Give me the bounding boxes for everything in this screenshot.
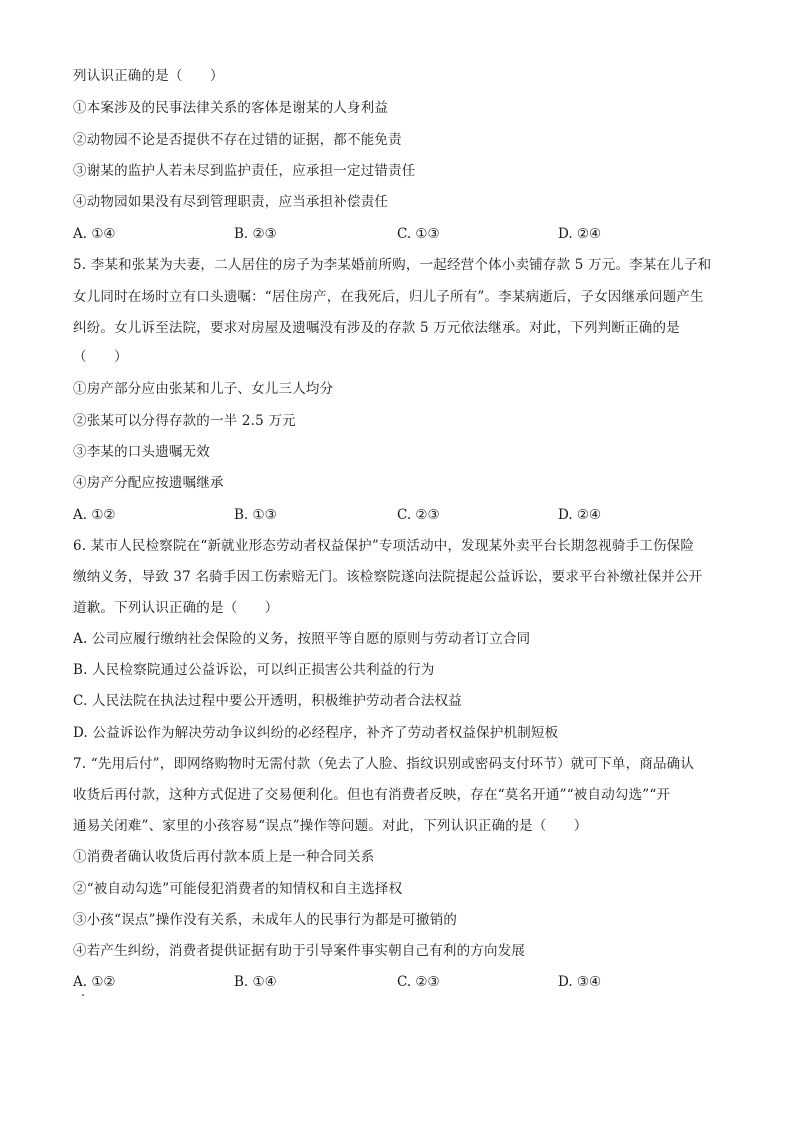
q7-statement-2: ②“被自动勾选”可能侵犯消费者的知情权和自主选择权: [73, 881, 403, 897]
q5-statement-2: ②张某可以分得存款的一半 2.5 万元: [73, 413, 296, 429]
q6-stem-line-1: 6. 某市人民检察院在“新就业形态劳动者权益保护”专项活动中，发现某外卖平台长期忽视骑手工伤保险: [73, 538, 695, 554]
q5-stem-line-1: 5. 李某和张某为夫妻，二人居住的房子为李某婚前所购，一起经营个体小卖铺存款 5 万元。李某在儿子和: [73, 257, 712, 273]
q7-option-d: D. ③④: [558, 974, 602, 990]
q5-option-a: A. ①②: [73, 507, 116, 523]
q6-stem-line-2: 缴纳义务，导致 37 名骑手因工伤索赔无门。该检察院遂向法院提起公益诉讼，要求平台补缴社保并公开: [73, 569, 703, 585]
q4-statement-2: ②动物园不论是否提供不存在过错的证据，都不能免责: [73, 132, 402, 148]
q5-statement-1: ①房产部分应由张某和儿子、女儿三人均分: [73, 381, 334, 397]
q7-stem-line-2: 收货后再付款，这种方式促进了交易便利化。但也有消费者反映，存在“莫名开通”“被自动勾选”“开: [73, 787, 671, 803]
q4-option-d: D. ②④: [558, 226, 602, 242]
q4-option-c: C. ①③: [397, 226, 440, 242]
q7-options: [73, 973, 733, 991]
q5-option-b: B. ①③: [234, 507, 277, 523]
q5-stem-line-3: 纠纷。女儿诉至法院，要求对房屋及遗嘱没有涉及的存款 5 万元依法继承。对此，下列判断正确的是: [73, 320, 680, 336]
q7-option-b: B. ①④: [234, 974, 277, 990]
q7-statement-4: ④若产生纠纷，消费者提供证据有助于引导案件事实朝自己有利的方向发展: [73, 943, 526, 959]
q5-statement-3: ③李某的口头遗嘱无效: [73, 444, 210, 460]
q5-option-d: D. ②④: [558, 507, 602, 523]
q7-option-c: C. ②③: [397, 974, 440, 990]
q5-statement-4: ④房产分配应按遗嘱继承: [73, 475, 224, 491]
scan-speck: [82, 994, 84, 996]
q4-statement-3: ③谢某的监护人若未尽到监护责任，应承担一定过错责任: [73, 163, 416, 179]
q7-stem-line-3: 通易关闭难”、家里的小孩容易“误点”操作等问题。对此，下列认识正确的是（ ）: [73, 818, 588, 834]
q7-statement-3: ③小孩“误点”操作没有关系，未成年人的民事行为都是可撤销的: [73, 912, 458, 928]
q6-choice-d: D. 公益诉讼作为解决劳动争议纠纷的必经程序，补齐了劳动者权益保护机制短板: [73, 725, 559, 741]
q4-option-b: B. ②③: [234, 226, 277, 242]
q7-option-a: A. ①②: [73, 974, 116, 990]
q6-stem-line-3: 道歉。下列认识正确的是（ ）: [73, 600, 279, 616]
q6-choice-b: B. 人民检察院通过公益诉讼，可以纠正损害公共利益的行为: [73, 662, 435, 678]
q5-option-c: C. ②③: [397, 507, 440, 523]
q4-stem-tail: 列认识正确的是（ ）: [73, 68, 224, 84]
q4-options: [73, 225, 733, 243]
q7-statement-1: ①消费者确认收货后再付款本质上是一种合同关系: [73, 849, 375, 865]
q5-stem-line-2: 女儿同时在场时立有口头遗嘱：“居住房产，在我死后，归儿子所有”。李某病逝后，子女因继承问题产生: [73, 289, 704, 305]
q6-choice-a: A. 公司应履行缴纳社会保险的义务，按照平等自愿的原则与劳动者订立合同: [73, 631, 531, 647]
q4-statement-1: ①本案涉及的民事法律关系的客体是谢某的人身利益: [73, 100, 389, 116]
q7-stem-line-1: 7. “先用后付”，即网络购物时无需付款（免去了人脸、指纹识别或密码支付环节）就可下单，商品确认: [73, 756, 695, 772]
q5-options: [73, 506, 733, 524]
q6-choice-c: C. 人民法院在执法过程中要公开透明，积极维护劳动者合法权益: [73, 693, 462, 709]
q4-option-a: A. ①④: [73, 226, 116, 242]
q4-statement-4: ④动物园如果没有尽到管理职责，应当承担补偿责任: [73, 194, 389, 210]
q5-stem-line-4: （ ）: [73, 349, 128, 365]
